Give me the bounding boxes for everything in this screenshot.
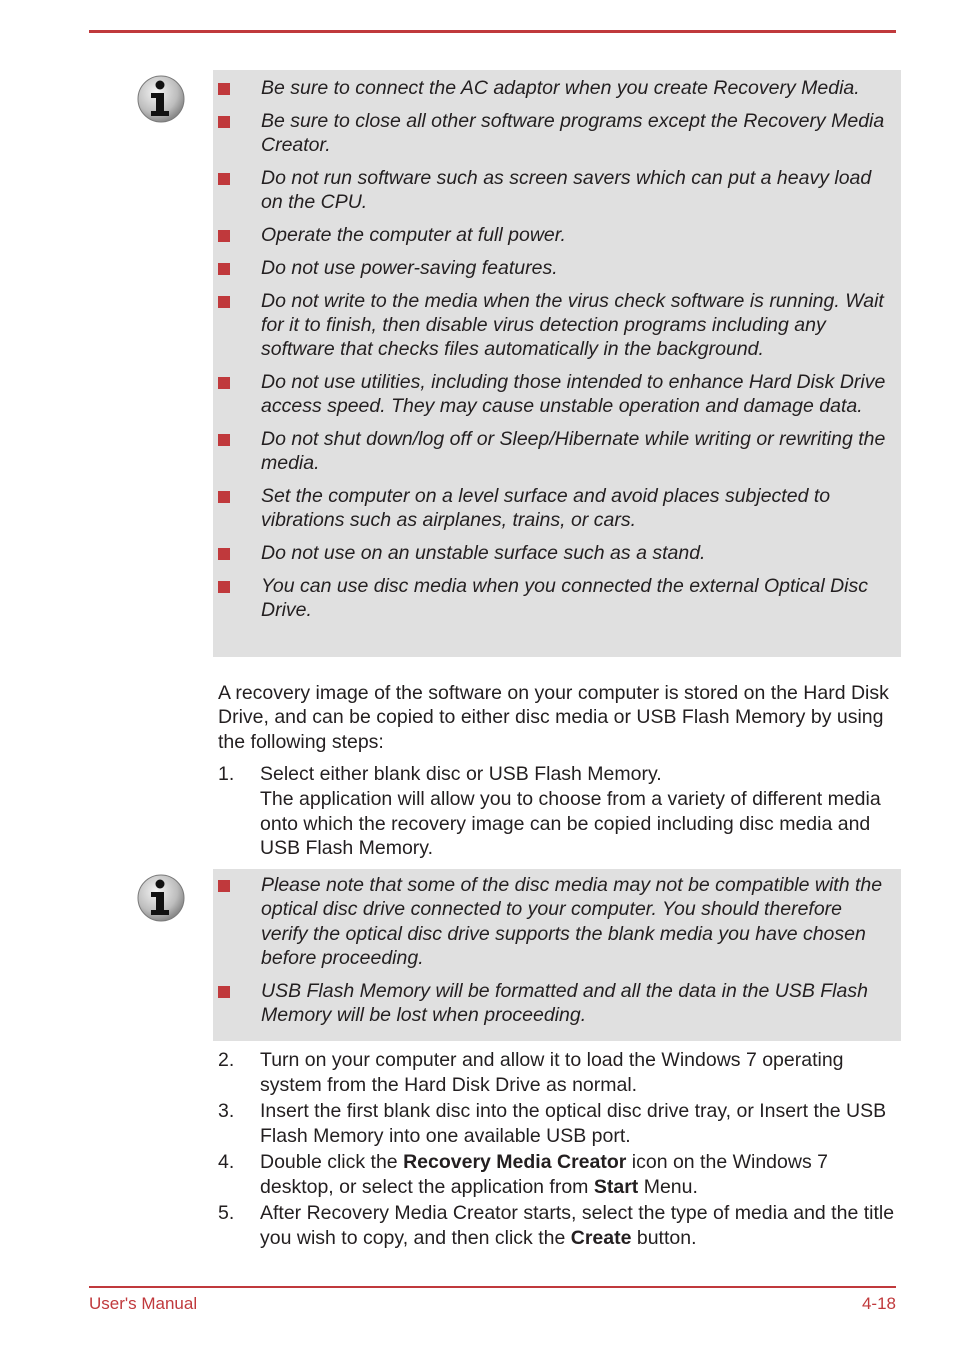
bullet-square-icon bbox=[218, 173, 230, 185]
step-4 bbox=[218, 1150, 898, 1200]
note-text: Please note that some of the disc media may not be compatible with the optical disc drive connected to your computer. You should therefore verify the optical disc drive supports the blank media you have chosen before proceeding. bbox=[261, 874, 883, 969]
note-item bbox=[213, 76, 893, 100]
bullet-square-icon bbox=[218, 83, 230, 95]
header-rule bbox=[89, 30, 896, 33]
step-text bbox=[260, 1150, 898, 1200]
bullet-square-icon bbox=[218, 377, 230, 389]
footer-title: User's Manual bbox=[89, 1294, 198, 1313]
note-text: Be sure to connect the AC adaptor when you create Recovery Media. bbox=[261, 77, 860, 99]
page-number: 4-18 bbox=[861, 1294, 896, 1313]
step-subtext: The application will allow you to choose from a variety of different media onto which the recovery image can be copied including disc media and USB Flash Memory. bbox=[260, 787, 881, 860]
note-item bbox=[213, 574, 893, 623]
step-2 bbox=[218, 1048, 898, 1098]
note-text: You can use disc media when you connected the external Optical Disc Drive. bbox=[261, 575, 869, 622]
note-item bbox=[213, 223, 893, 247]
intro-paragraph: A recovery image of the software on your computer is stored on the Hard Disk Drive, and can be copied to either disc media or USB Flash Memory by using the following steps: bbox=[218, 682, 889, 753]
info-icon bbox=[136, 74, 186, 124]
bullet-square-icon bbox=[218, 581, 230, 593]
step-text-part: After Recovery Media Creator starts, select the type of media and the title you wish to copy, and then click the bbox=[260, 1202, 895, 1249]
note-text: Set the computer on a level surface and avoid places subjected to vibrations such as airplanes, trains, or cars. bbox=[261, 485, 831, 532]
note-text: Be sure to close all other software programs except the Recovery Media Creator. bbox=[261, 109, 885, 157]
bullet-square-icon bbox=[218, 491, 230, 503]
step-number: 4. bbox=[218, 1151, 235, 1173]
step-text-part: Menu. bbox=[638, 1175, 698, 1198]
note-text: Do not run software such as screen savers which can put a heavy load on the CPU. bbox=[261, 166, 872, 214]
step-number: 5. bbox=[218, 1202, 235, 1224]
note-text: USB Flash Memory will be formatted and all the data in the USB Flash Memory will be lost when proceeding. bbox=[261, 979, 868, 1026]
info-icon bbox=[136, 873, 186, 923]
bullet-square-icon bbox=[218, 548, 230, 560]
note-text: Do not use on an unstable surface such as a stand. bbox=[261, 542, 706, 565]
step-1 bbox=[218, 762, 898, 861]
step-text: Select either blank disc or USB Flash Memory. bbox=[260, 763, 662, 785]
create-button-name: Create bbox=[570, 1226, 632, 1249]
step-3 bbox=[218, 1099, 898, 1149]
note-item bbox=[213, 427, 893, 476]
step-text-part: Double click the bbox=[260, 1151, 404, 1173]
bullet-square-icon bbox=[218, 296, 230, 308]
note-text: Do not use power-saving features. bbox=[261, 256, 558, 279]
app-name: Recovery Media Creator bbox=[403, 1151, 627, 1173]
footer-rule bbox=[89, 1286, 896, 1288]
note-item bbox=[213, 979, 893, 1028]
bullet-square-icon bbox=[218, 986, 230, 998]
note-item bbox=[213, 873, 893, 970]
bullet-square-icon bbox=[218, 263, 230, 275]
start-menu-name: Start bbox=[593, 1175, 639, 1198]
note-box-top bbox=[213, 70, 901, 657]
note-item bbox=[213, 484, 893, 533]
step-text-part: icon on the Windows 7 desktop, or select the application from bbox=[260, 1151, 828, 1198]
note-text: Do not write to the media when the virus check software is running. Wait for it to finish, then disable virus detection programs including any software that checks files automatically in the background. bbox=[261, 289, 884, 361]
bullet-square-icon bbox=[218, 880, 230, 892]
note-text: Do not shut down/log off or Sleep/Hibernate while writing or rewriting the media. bbox=[261, 428, 886, 475]
note-item bbox=[213, 166, 893, 215]
note-text: Do not use utilities, including those intended to enhance Hard Disk Drive access speed. They may cause unstable operation and damage data. bbox=[261, 370, 886, 418]
step-text: Insert the first blank disc into the optical disc drive tray, or Insert the USB Flash Memory into one available USB port. bbox=[260, 1100, 887, 1147]
step-text-part: button. bbox=[631, 1226, 697, 1249]
bullet-square-icon bbox=[218, 230, 230, 242]
note-item bbox=[213, 109, 893, 158]
step-5 bbox=[218, 1201, 898, 1251]
bullet-square-icon bbox=[218, 434, 230, 446]
step-number: 1. bbox=[218, 763, 235, 785]
step-number: 2. bbox=[218, 1049, 235, 1071]
step-text bbox=[260, 1201, 898, 1251]
note-box-middle bbox=[213, 869, 901, 1041]
bullet-square-icon bbox=[218, 116, 230, 128]
note-item bbox=[213, 256, 893, 280]
note-text: Operate the computer at full power. bbox=[261, 223, 566, 246]
step-text: Turn on your computer and allow it to load the Windows 7 operating system from the Hard Disk Drive as normal. bbox=[260, 1049, 844, 1096]
step-number: 3. bbox=[218, 1100, 235, 1122]
note-item bbox=[213, 289, 893, 362]
note-item bbox=[213, 370, 893, 419]
note-item bbox=[213, 541, 893, 565]
